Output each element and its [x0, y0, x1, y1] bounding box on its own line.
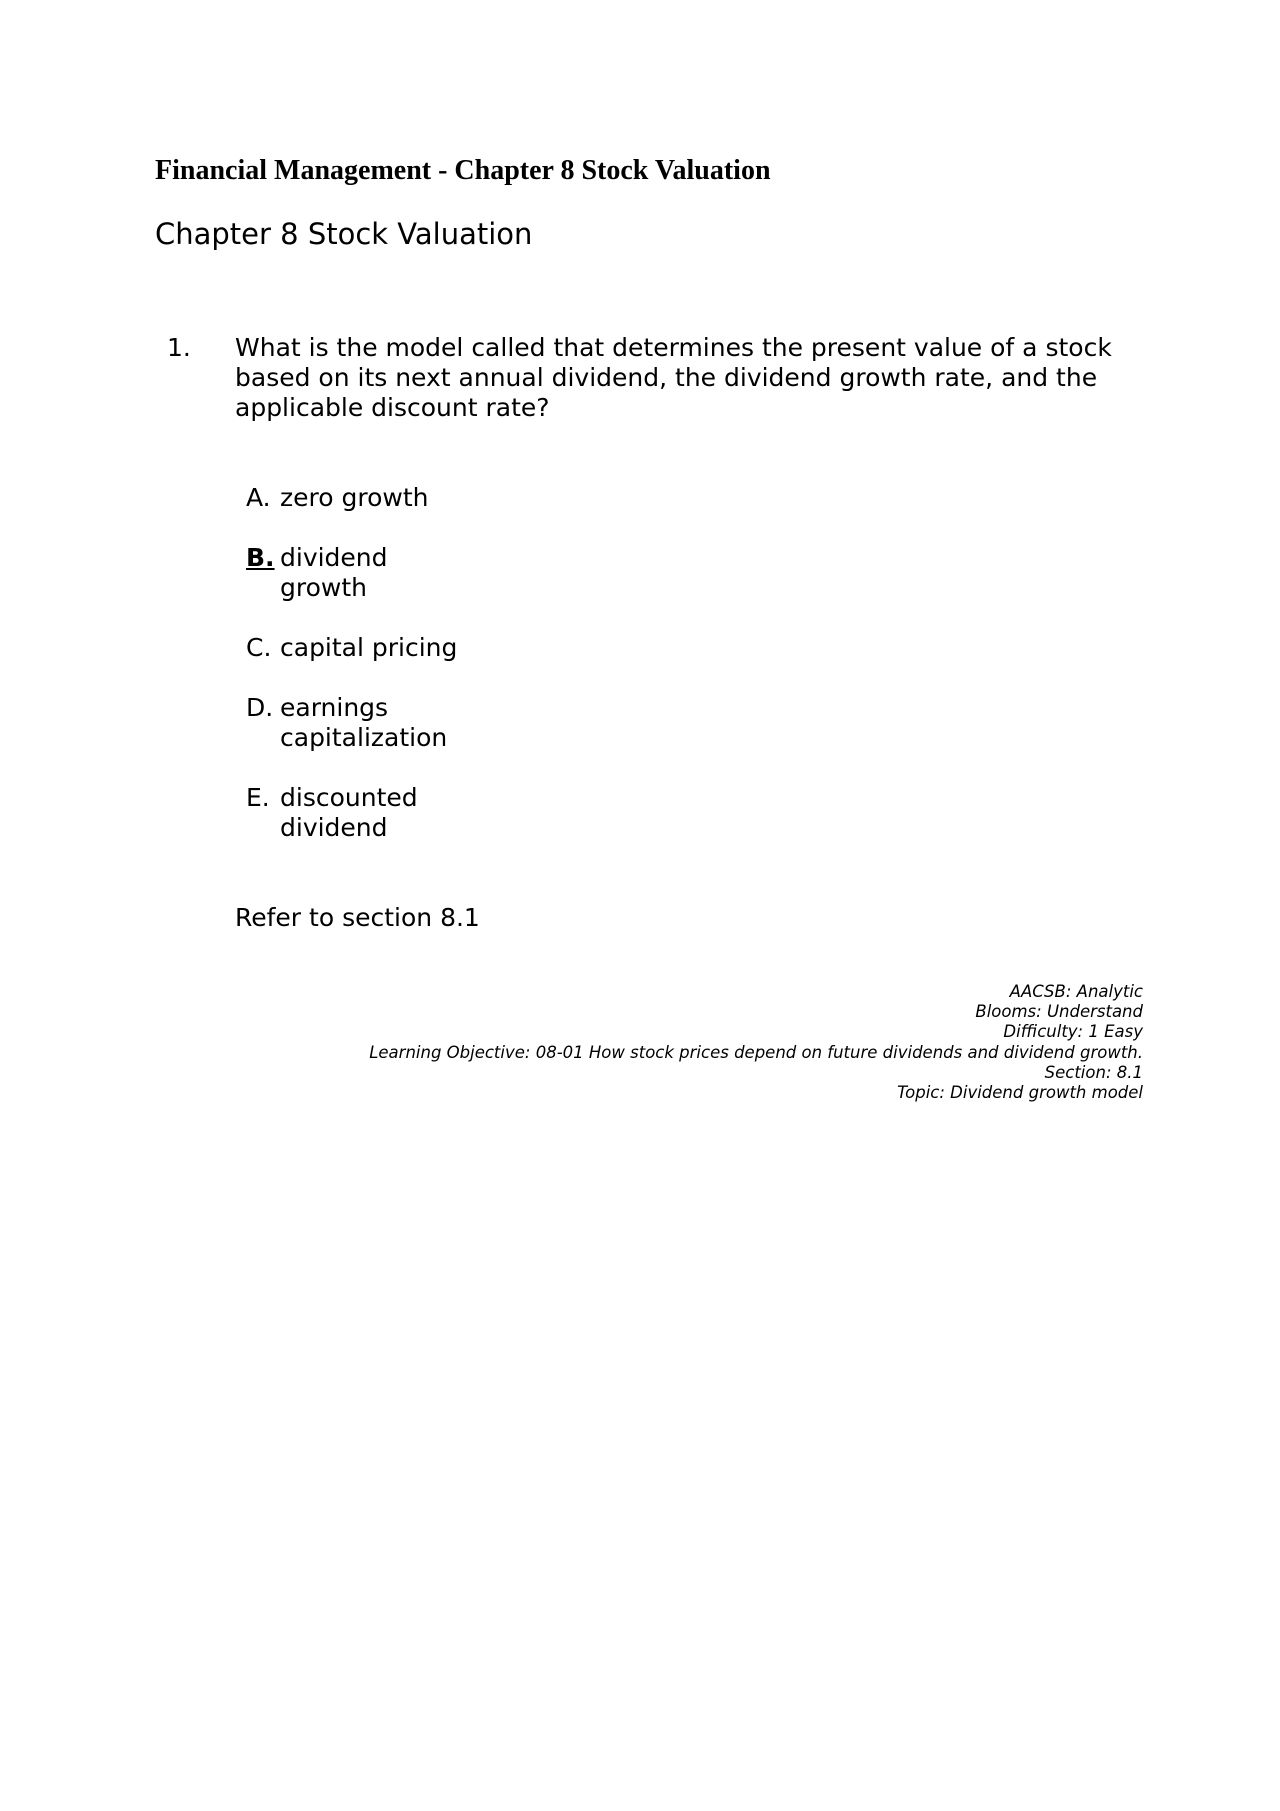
option-a [246, 483, 480, 513]
topic-tag: Topic: Dividend growth model [897, 1083, 1143, 1103]
option-d [246, 693, 480, 753]
learning-objective: Learning Objective: 08-01 How stock prices depend on future dividends and dividend growth. [369, 1042, 1143, 1062]
blooms-tag: Blooms: Understand [975, 1002, 1143, 1022]
option-text: discounted dividend [280, 783, 418, 842]
section-reference: Refer to section 8.1 [235, 903, 480, 932]
option-text: capital pricing [280, 633, 458, 662]
option-text: zero growth [280, 483, 429, 512]
document-title: Financial Management - Chapter 8 Stock Valuation [155, 155, 771, 186]
option-letter-correct: B. [246, 543, 275, 572]
option-b [246, 543, 480, 603]
option-letter: A. [246, 483, 271, 512]
question-number: 1. [167, 333, 191, 362]
section-tag: Section: 8.1 [1044, 1062, 1143, 1082]
answer-options [246, 483, 480, 843]
question-metadata [369, 982, 1143, 1103]
option-text: dividend growth [280, 543, 388, 602]
chapter-heading: Chapter 8 Stock Valuation [155, 217, 533, 251]
option-text: earnings capitalization [280, 693, 448, 752]
aacsb-tag: AACSB: Analytic [1009, 982, 1143, 1001]
option-letter: C. [246, 633, 272, 662]
difficulty-tag: Difficulty: 1 Easy [1003, 1022, 1143, 1042]
option-letter: D. [246, 693, 274, 722]
option-letter: E. [246, 783, 270, 812]
option-c [246, 633, 480, 663]
question-text: What is the model called that determines the present value of a stock based on its next annual dividend, the dividend growth rate, and the applicable discount rate? [235, 333, 1112, 422]
option-e [246, 783, 480, 843]
